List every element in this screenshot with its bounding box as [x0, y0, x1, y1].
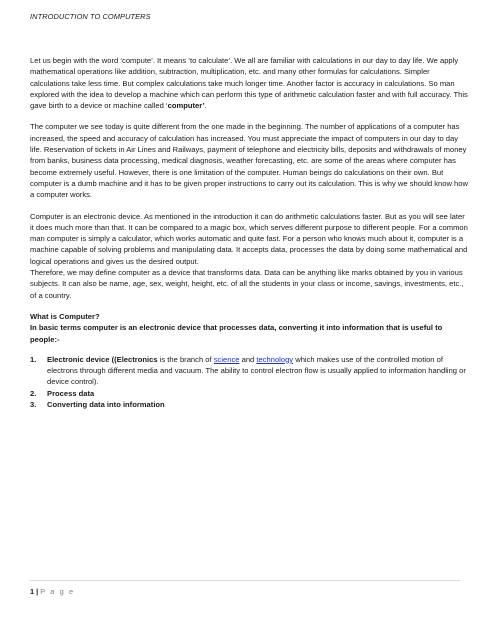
list-number: 2. [30, 388, 37, 398]
page-label: P a g e [40, 587, 75, 596]
technology-link[interactable]: technology [256, 354, 294, 364]
paragraph-intro-text: Let us begin with the word ‘compute’. It means ‘to calculate’. We all are familiar with calculations in our day to day life. We apply mathematical operations like addition, subtraction, multiplication, etc. and many other formulas for calculations. Simpler calculations take less time. But complex calculations take much longer time. Another factor is accuracy in calculations. So man explored with the idea to develop a machine which can perform this type of arithmetic calculation faster and with full accuracy. This gave birth to a device or machine called ‘ [30, 56, 468, 111]
definition-heading: What is Computer? [30, 311, 100, 321]
paragraph-intro [30, 55, 468, 111]
document-body [30, 55, 468, 410]
feature-list [30, 354, 468, 410]
page-number: 1 [30, 587, 35, 596]
footer-separator: | [36, 587, 39, 596]
list-number: 1. [30, 354, 37, 364]
page-header: INTRODUCTION TO COMPUTERS [30, 12, 151, 21]
computer-term: computer’ [167, 101, 205, 111]
page-footer [30, 580, 460, 596]
paragraph-intro-end: . [204, 101, 207, 111]
science-link[interactable]: science [213, 354, 240, 364]
list-item [30, 388, 468, 399]
paragraph-definition: Therefore, we may define computer as a device that transforms data. Data can be anything like marks obtained by you in various subjects. It can also be name, age, sex, weight, height, etc. of all the students in your class or income, savings, investments, etc., of a country. [30, 268, 464, 300]
list-item-bold: Process data [47, 388, 95, 398]
list-number: 3. [30, 400, 37, 410]
paragraph-electronic-device: Computer is an electronic device. As mentioned in the introduction it can do arithmetic calculations faster. But as you will see later it does much more than that. It can be compared to a magic box, which serves different purpose to different people. For a common man computer is simply a calculator, which works automatic and quite fast. For a person who knows much about it, computer is a machine capable of solving problems and manipulating data. It accepts data, processes the data by doing some mathematical and logical operations and gives us the desired output. [30, 211, 468, 266]
list-item-bold: Converting data into information [47, 400, 165, 410]
definition-text: In basic terms computer is an electronic device that processes data, converting it into information that is useful to people:- [30, 323, 443, 344]
list-item [30, 399, 468, 410]
list-item-bold: Electronic device ((Electronics [47, 354, 158, 364]
list-item: 1. Electronic device ((Electronics is the branch of science and technology which makes use of the controlled motion of electrons through different media and vacuum. The ability to control electron flow is usually applied to information handling or device control). [30, 354, 466, 387]
paragraph-today: The computer we see today is quite different from the one made in the beginning. The number of applications of a computer has increased, the speed and accuracy of calculation has increased. You must appreciate the impact of computers in our day to day life. Reservation of tickets in Air Lines and Railways, payment of telephone and electricity bills, deposits and withdrawals of money from banks, business data processing, medical diagnosis, weather forecasting, etc. are some of the areas where computer has become extremely useful. However, there is one limitation of the computer. Human beings do calculations on their own. But computer is a dumb machine and it has to be given proper instructions to carry out its calculation. This is why we should know how a computer works. [30, 122, 468, 200]
